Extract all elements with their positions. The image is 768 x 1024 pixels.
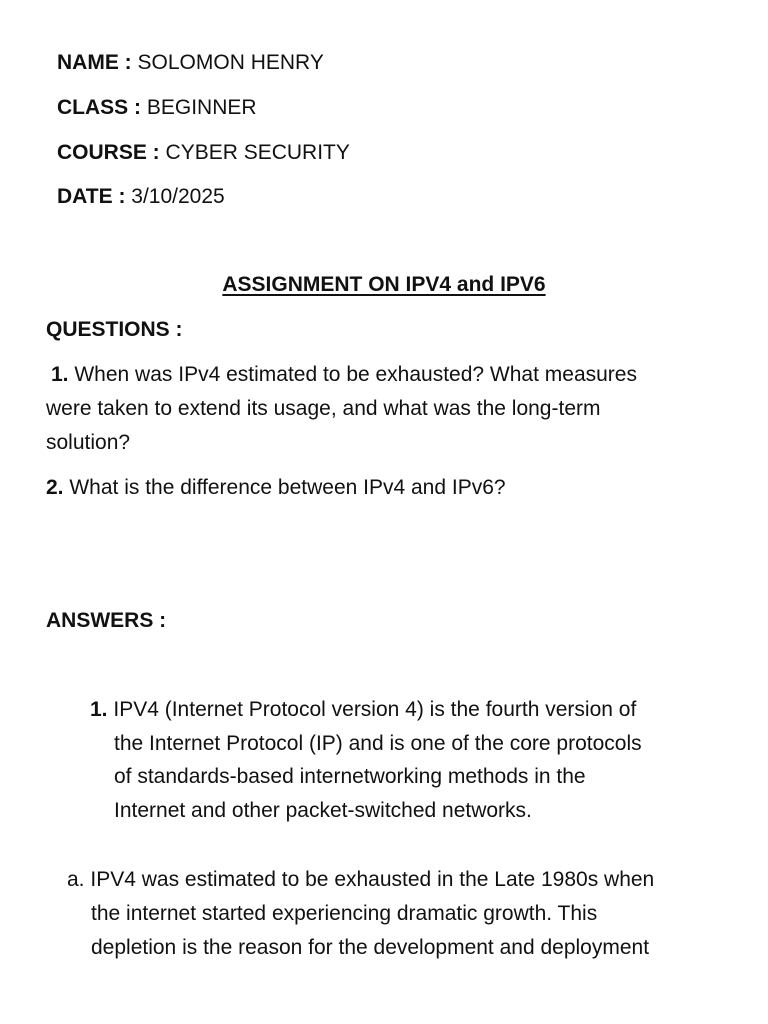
answer-1-text-line-4: Internet and other packet-switched networks. [114,799,532,822]
answers-heading: ANSWERS : [46,609,167,632]
answer-1a-marker: a. [67,868,85,891]
name-label: NAME : [57,51,132,74]
question-1-number: 1. [51,363,69,386]
answer-1-number: 1. [90,698,108,721]
course-label: COURSE : [57,141,160,164]
question-1-text-line-1: When was IPv4 estimated to be exhausted? What measures [74,363,637,386]
date-label: DATE : [57,185,126,208]
answer-1-text-line-2: the Internet Protocol (IP) and is one of the core protocols [114,732,642,755]
question-1-text-line-3: solution? [46,431,131,454]
name-row [57,50,324,76]
question-1-text-line-2: were taken to extend its usage, and what was the long-term [46,397,601,420]
answer-1a-text-line-2: the internet started experiencing dramatic growth. This [91,902,598,925]
course-row [57,140,350,166]
class-label: CLASS : [57,96,141,119]
name-value: SOLOMON HENRY [137,51,324,74]
question-2 [46,475,506,501]
question-2-number: 2. [46,476,64,499]
questions-heading: QUESTIONS : [46,318,183,341]
class-row [57,95,257,121]
answer-1-line-1 [90,697,636,723]
course-value: CYBER SECURITY [165,141,350,164]
answer-1a-text-line-1: IPV4 was estimated to be exhausted in the Late 1980s when [90,868,655,891]
answer-1a-line-1 [67,867,654,893]
date-value: 3/10/2025 [131,185,225,208]
question-2-text: What is the difference between IPv4 and IPv6? [69,476,506,499]
date-row [57,184,225,210]
answer-1-text-line-1: IPV4 (Internet Protocol version 4) is the fourth version of [113,698,637,721]
answer-1-text-line-3: of standards-based internetworking methods in the [114,765,586,788]
assignment-title: ASSIGNMENT ON IPV4 and IPV6 [222,273,546,296]
question-1-line-1 [51,362,637,388]
class-value: BEGINNER [146,96,257,119]
answer-1a-text-line-3: depletion is the reason for the development and deployment [91,936,650,959]
